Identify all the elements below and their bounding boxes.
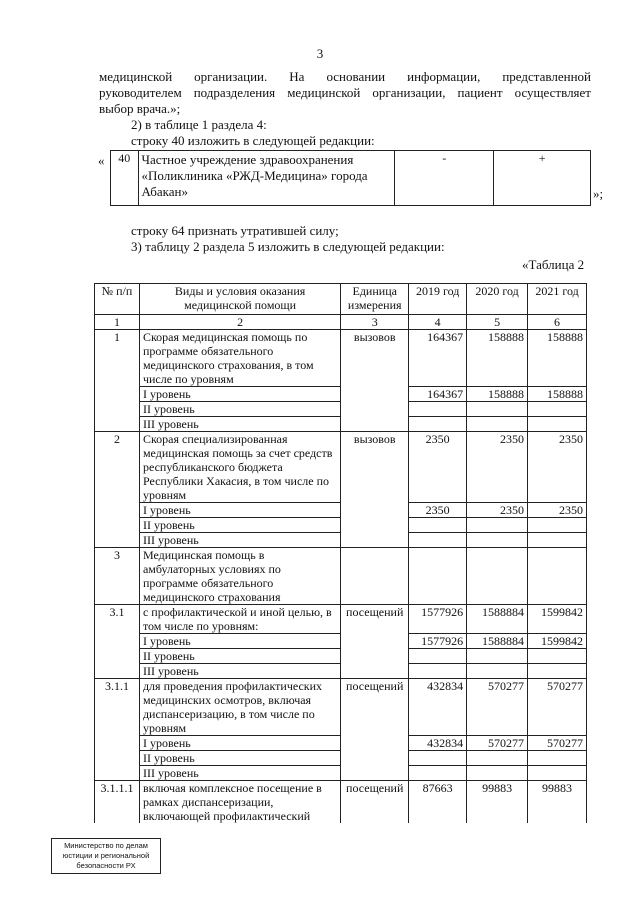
row40-table (110, 150, 591, 206)
empty-cell (467, 649, 528, 664)
row-name: Скорая медицинская помощь по программе обязательного медицинского страхования, в том числе по уровням (139, 330, 340, 387)
table-row (95, 781, 587, 824)
row-v2021: 570277 (528, 736, 587, 751)
item-2-text: 2) в таблице 1 раздела 4: (131, 117, 267, 132)
row-v2021: 99883 (528, 781, 587, 824)
stamp-line: Министерство по делам (64, 841, 148, 850)
empty-cell (467, 533, 528, 548)
table-row (95, 533, 587, 548)
intro-line-1: медицинской организации. На основании информации, представленной (99, 69, 591, 84)
table-caption: «Таблица 2 (522, 257, 585, 272)
row-unit: вызовов (341, 330, 409, 432)
row-name: Скорая специализированная медицинская помощь за счет средств республиканского бюджета Республики Хакасия, в том числе по уровням (139, 432, 340, 503)
empty-cell (467, 548, 528, 605)
row-v2021: 1599842 (528, 634, 587, 649)
header-2021: 2021 год (528, 284, 587, 315)
empty-cell (528, 518, 587, 533)
row-v2020: 158888 (467, 330, 528, 387)
main-table (94, 283, 587, 823)
table-row (95, 751, 587, 766)
row-v2020: 1588884 (467, 605, 528, 634)
ministry-stamp (51, 838, 161, 874)
row-unit: посещений (341, 605, 409, 679)
row-v2021: 2350 (528, 503, 587, 518)
table-row (95, 649, 587, 664)
empty-cell (528, 533, 587, 548)
row-name: III уровень (139, 664, 340, 679)
row-unit: посещений (341, 781, 409, 824)
row-name: для проведения профилактических медицинских осмотров, включая диспансеризацию, в том числе по уровням (139, 679, 340, 736)
stamp-line: юстиции и региональной (62, 851, 150, 860)
empty-cell (409, 402, 467, 417)
row-v2020: 99883 (467, 781, 528, 824)
row-num: 3 (95, 548, 140, 605)
row-name: I уровень (139, 634, 340, 649)
empty-cell (341, 548, 409, 605)
header-name: Виды и условия оказания медицинской помощи (139, 284, 340, 315)
empty-cell (409, 649, 467, 664)
table-row (95, 503, 587, 518)
intro-line-3: выбор врача.»; (99, 101, 181, 116)
empty-cell (409, 664, 467, 679)
empty-cell (467, 751, 528, 766)
row-v2021: 158888 (528, 330, 587, 387)
row-v2021: 570277 (528, 679, 587, 736)
empty-cell (409, 533, 467, 548)
row-v2019: 2350 (409, 432, 467, 503)
row-num: 3.1.1 (95, 679, 140, 781)
item-3-text: 3) таблицу 2 раздела 5 изложить в следующей редакции: (131, 239, 445, 254)
row-v2019: 2350 (409, 503, 467, 518)
table-row (95, 417, 587, 432)
open-quote: « (98, 153, 105, 168)
row-v2021: 2350 (528, 432, 587, 503)
table-row (95, 432, 587, 503)
col-number: 1 (95, 315, 140, 330)
row-v2021: 158888 (528, 387, 587, 402)
empty-cell (467, 664, 528, 679)
empty-cell (409, 766, 467, 781)
stamp-line: безопасности РХ (76, 861, 136, 870)
table-row (95, 605, 587, 634)
table-row (95, 634, 587, 649)
table-row (95, 518, 587, 533)
row-v2020: 2350 (467, 432, 528, 503)
row-num: 1 (95, 330, 140, 432)
page-number: 3 (316, 46, 324, 61)
row-v2019: 1577926 (409, 634, 467, 649)
row-v2021: 1599842 (528, 605, 587, 634)
col-number: 5 (467, 315, 528, 330)
row-v2020: 570277 (467, 679, 528, 736)
row-v2020: 158888 (467, 387, 528, 402)
empty-cell (528, 548, 587, 605)
table-row (95, 766, 587, 781)
intro-line-2: руководителем подразделения медицинской организации, пациент осуществляет (99, 85, 591, 100)
row-name: I уровень (139, 503, 340, 518)
empty-cell (467, 417, 528, 432)
row40-col4: + (494, 151, 591, 206)
empty-cell (528, 664, 587, 679)
row-num: 3.1 (95, 605, 140, 679)
row-name: I уровень (139, 387, 340, 402)
row-v2019: 164367 (409, 387, 467, 402)
header-2020: 2020 год (467, 284, 528, 315)
row40-num: 40 (111, 151, 139, 206)
row-name: Медицинская помощь в амбулаторных условиях по программе обязательного медицинского страхования (139, 548, 340, 605)
row-v2020: 570277 (467, 736, 528, 751)
row40-name: Частное учреждение здравоохранения «Поликлиника «РЖД-Медицина» города Абакан» (138, 151, 395, 206)
table-row (95, 736, 587, 751)
row-name: включая комплексное посещение в рамках диспансеризации, включающей профилактический (139, 781, 340, 824)
row40-close: »; (593, 186, 604, 201)
empty-cell (528, 402, 587, 417)
empty-cell (467, 518, 528, 533)
table-row (95, 387, 587, 402)
row-name: II уровень (139, 402, 340, 417)
row-name: II уровень (139, 649, 340, 664)
header-num: № п/п (95, 284, 140, 315)
row-num: 3.1.1.1 (95, 781, 140, 824)
row40-col3: - (395, 151, 494, 206)
col-number: 6 (528, 315, 587, 330)
header-unit: Единица измерения (341, 284, 409, 315)
row-num: 2 (95, 432, 140, 548)
row-unit: посещений (341, 679, 409, 781)
row-name: II уровень (139, 751, 340, 766)
table-row (95, 402, 587, 417)
empty-cell (409, 417, 467, 432)
row-v2020: 2350 (467, 503, 528, 518)
empty-cell (409, 548, 467, 605)
empty-cell (528, 751, 587, 766)
empty-cell (467, 402, 528, 417)
empty-cell (409, 751, 467, 766)
row-name: с профилактической и иной целью, в том числе по уровням: (139, 605, 340, 634)
row-name: I уровень (139, 736, 340, 751)
table-row (95, 664, 587, 679)
row-v2019: 87663 (409, 781, 467, 824)
row-v2019: 164367 (409, 330, 467, 387)
row-unit: вызовов (341, 432, 409, 548)
row40-intro: строку 40 изложить в следующей редакции: (131, 133, 375, 148)
col-number: 2 (139, 315, 340, 330)
empty-cell (409, 518, 467, 533)
row-v2019: 432834 (409, 736, 467, 751)
empty-cell (528, 417, 587, 432)
row-v2019: 1577926 (409, 605, 467, 634)
row-name: III уровень (139, 417, 340, 432)
empty-cell (528, 766, 587, 781)
row-name: II уровень (139, 518, 340, 533)
row-name: III уровень (139, 766, 340, 781)
empty-cell (528, 649, 587, 664)
header-2019: 2019 год (409, 284, 467, 315)
empty-cell (467, 766, 528, 781)
table-row (95, 548, 587, 605)
row-name: III уровень (139, 533, 340, 548)
row-v2020: 1588884 (467, 634, 528, 649)
row-v2019: 432834 (409, 679, 467, 736)
col-number: 3 (341, 315, 409, 330)
table-row (95, 330, 587, 387)
col-number: 4 (409, 315, 467, 330)
table-row (95, 679, 587, 736)
row64-text: строку 64 признать утратившей силу; (131, 223, 339, 238)
